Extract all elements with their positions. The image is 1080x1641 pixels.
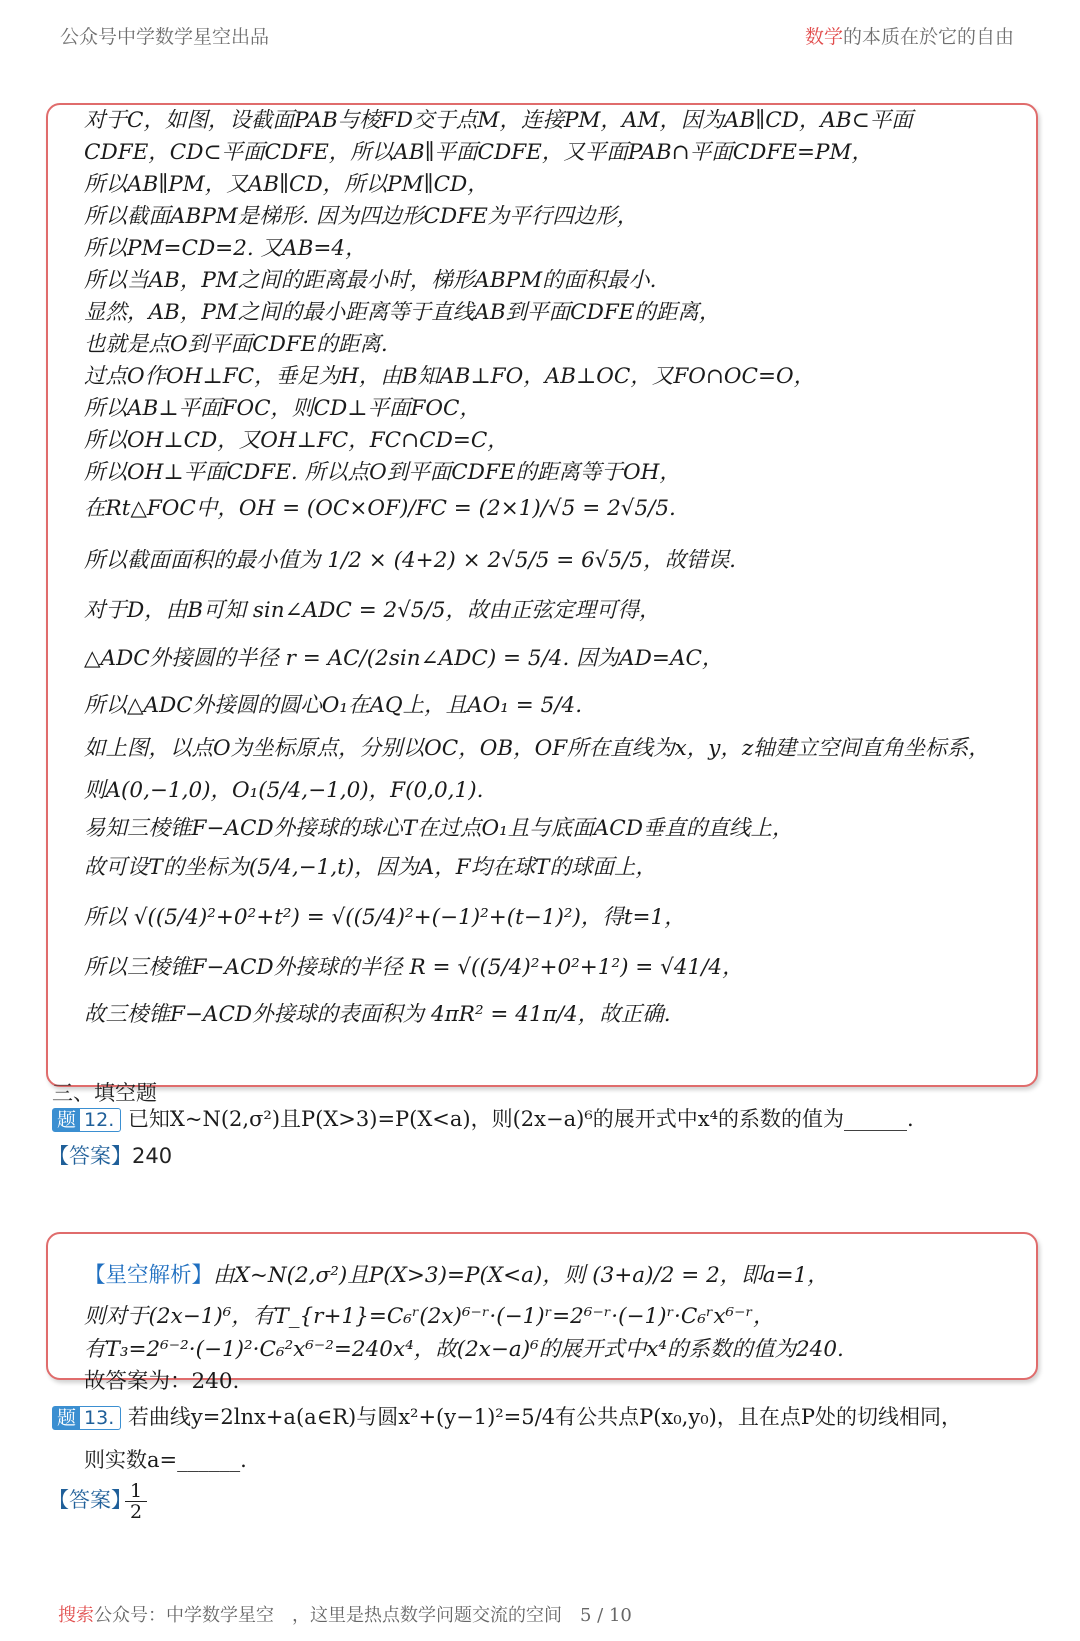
answer-13: 【答案】	[48, 1488, 132, 1512]
header-right: 数学的本质在於它的自由	[804, 26, 1014, 48]
header-left: 公众号中学数学星空出品	[60, 26, 270, 48]
solution-1-line: 故可设T的坐标为(5/4,−1,t)，因为A，F均在球T的球面上，	[84, 855, 658, 880]
solution-1-line: 显然，AB，PM之间的最小距离等于直线AB到平面CDFE的距离，	[84, 300, 721, 325]
solution-1-line: 所以截面面积的最小值为 1/2 × (4+2) × 2√5/5 = 6√5/5，故错误.	[84, 548, 736, 573]
question-13	[52, 1404, 962, 1430]
solution-1-line: 故三棱锥F−ACD外接球的表面积为 4πR² = 41π/4，故正确.	[84, 1002, 671, 1027]
solution-1-line: 则A(0,−1,0)，O₁(5/4,−1,0)，F(0,0,1).	[84, 778, 484, 803]
solution-2-line-2: 则对于(2x−1)⁶，有T_{r+1}=C₆ʳ(2x)⁶⁻ʳ·(−1)ʳ=2⁶⁻ʳ·(−1)ʳ·C₆ʳx⁶⁻ʳ，	[84, 1304, 775, 1329]
answer-13-fraction: $\frac{1}{2}$	[125, 1481, 147, 1522]
solution-1-line: 所以三棱锥F−ACD外接球的半径 R = √((5/4)²+0²+1²) = √41/4，	[84, 955, 744, 980]
solution-2-line-3: 有T₃=2⁶⁻²·(−1)²·C₆²x⁶⁻²=240x⁴，故(2x−a)⁶的展开式中x⁴的系数的值为240.	[84, 1337, 844, 1362]
solution-1-line: 所以OH⊥平面CDFE. 所以点O到平面CDFE的距离等于OH，	[84, 460, 681, 485]
solution-1-line: CDFE，CD⊂平面CDFE，所以AB∥平面CDFE，又平面PAB∩平面CDFE=PM，	[84, 140, 873, 165]
solution-1-line: 所以PM=CD=2. 又AB=4，	[84, 236, 367, 261]
solution-2-line-4: 故答案为：240.	[84, 1369, 240, 1394]
question-12-text: 已知X~N(2,σ²)且P(X>3)=P(X<a)，则(2x−a)⁶的展开式中x⁴的系数的值为______.	[127, 1107, 914, 1131]
solution-1-line: 也就是点O到平面CDFE的距离.	[84, 332, 388, 357]
solution-1-line: △ADC外接圆的半径 r = AC/(2sin∠ADC) = 5/4. 因为AD=AC，	[84, 646, 724, 671]
solution-1-line: 对于C，如图，设截面PAB与棱FD交于点M，连接PM，AM，因为AB∥CD，AB⊂平面	[84, 108, 913, 133]
solution-1-line: 所以当AB，PM之间的距离最小时，梯形ABPM的面积最小.	[84, 268, 657, 293]
solution-1-line: 对于D，由B可知 sin∠ADC = 2√5/5，故由正弦定理可得，	[84, 598, 661, 623]
question-13-text-2: 则实数a=______.	[84, 1448, 247, 1472]
question-tag: 题 13.	[52, 1406, 121, 1430]
solution-1-line: 所以 √((5/4)²+0²+t²) = √((5/4)²+(−1)²+(t−1)²)，得t=1，	[84, 905, 686, 930]
solution-1-line: 在Rt△FOC中，OH = (OC×OF)/FC = (2×1)/√5 = 2√5/5.	[84, 496, 676, 521]
section-title: 三、填空题	[52, 1081, 157, 1105]
solution-1-line: 如上图，以点O为坐标原点，分别以OC，OB，OF所在直线为x，y，z轴建立空间直角坐标系，	[84, 736, 990, 761]
solution-1-line: 所以AB⊥平面FOC，则CD⊥平面FOC，	[84, 396, 481, 421]
solution-1-line: 易知三棱锥F−ACD外接球的球心T在过点O₁且与底面ACD垂直的直线上，	[84, 816, 794, 841]
question-13-text: 若曲线y=2lnx+a(a∈R)与圆x²+(y−1)²=5/4有公共点P(x₀,y₀)，且在点P处的切线相同，	[127, 1405, 962, 1429]
footer: 搜索公众号：中学数学星空 ，这里是热点数学问题交流的空间 5 / 10	[58, 1605, 632, 1626]
solution-1-line: 所以△ADC外接圆的圆心O₁在AQ上，且AO₁ = 5/4.	[84, 693, 583, 718]
solution-1-line: 过点O作OH⊥FC，垂足为H，由B知AB⊥FO，AB⊥OC，又FO∩OC=O，	[84, 364, 816, 389]
question-tag: 题 12.	[52, 1108, 121, 1132]
answer-12: 【答案】240	[48, 1144, 173, 1168]
solution-1-line: 所以OH⊥CD，又OH⊥FC，FC∩CD=C，	[84, 428, 509, 453]
question-12	[52, 1106, 914, 1132]
solution-2-line-1: 【星空解析】由X~N(2,σ²)且P(X>3)=P(X<a)，则 (3+a)/2 = 2，即a=1，	[84, 1263, 829, 1288]
solution-1-line: 所以截面ABPM是梯形. 因为四边形CDFE为平行四边形，	[84, 204, 639, 229]
solution-1-line: 所以AB∥PM，又AB∥CD，所以PM∥CD，	[84, 172, 489, 197]
